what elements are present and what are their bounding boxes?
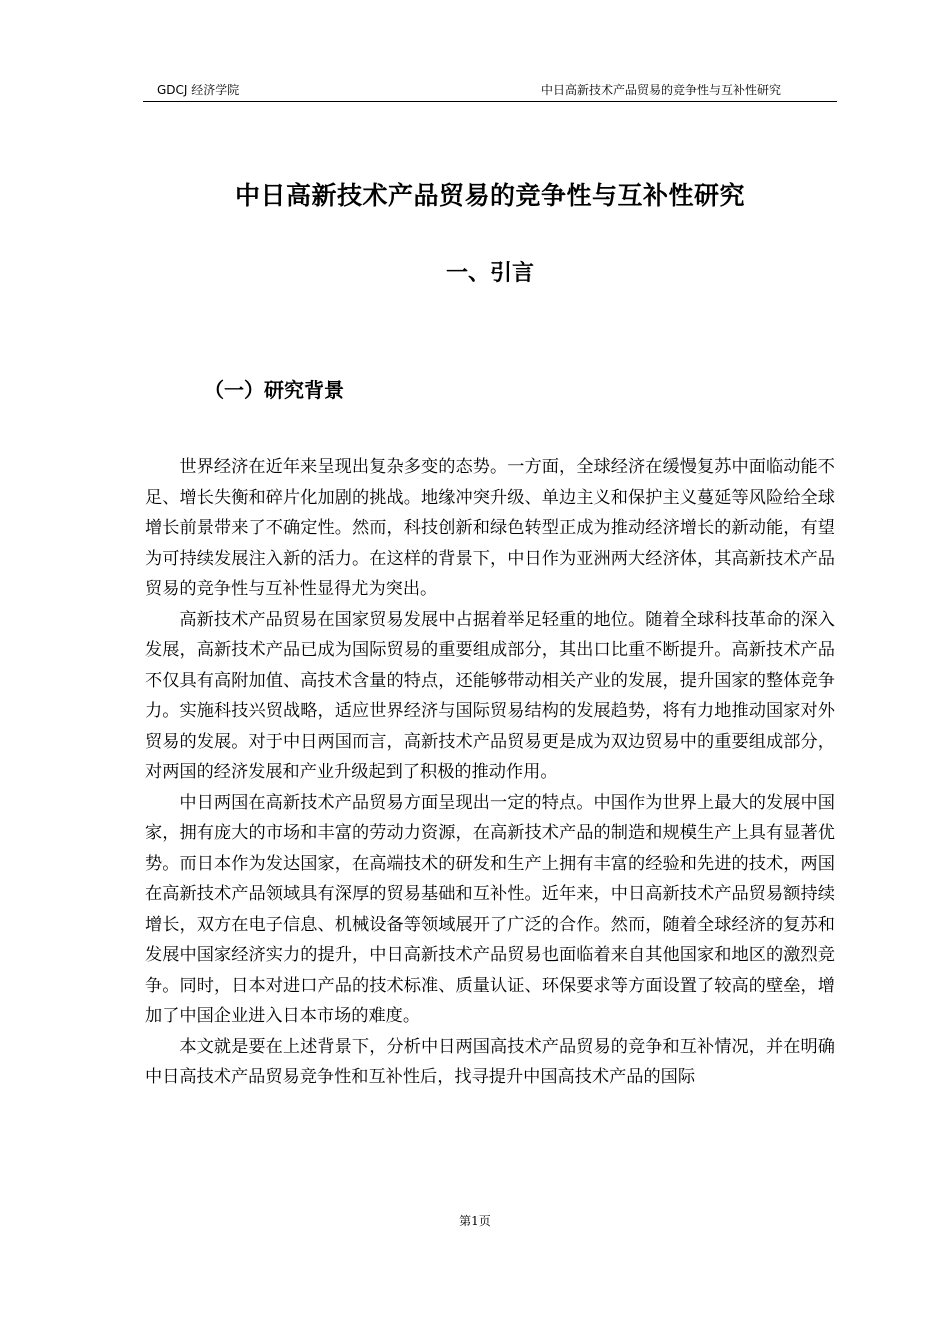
paragraph: 世界经济在近年来呈现出复杂多变的态势。一方面，全球经济在缓慢复苏中面临动能不足、增长失衡和碎片化加剧的挑战。地缘冲突升级、单边主义和保护主义蔓延等风险给全球增长前景带来了不确定性。然而，科技创新和绿色转型正成为推动经济增长的新动能，有望为可持续发展注入新的活力。在这样的背景下，中日作为亚洲两大经济体，其高新技术产品贸易的竞争性与互补性显得尤为突出。 xyxy=(145,457,835,599)
document-title: 中日高新技术产品贸易的竞争性与互补性研究 xyxy=(234,181,745,210)
subsection-heading: （一）研究背景 xyxy=(204,378,344,402)
page-number: 第1页 xyxy=(459,1214,491,1228)
paragraph: 中日两国在高新技术产品贸易方面呈现出一定的特点。中国作为世界上最大的发展中国家，拥有庞大的市场和丰富的劳动力资源，在高新技术产品的制造和规模生产上具有显著优势。而日本作为发达国家，在高端技术的研发和生产上拥有丰富的经验和先进的技术，两国在高新技术产品领域具有深厚的贸易基础和互补性。近年来，中日高新技术产品贸易额持续增长，双方在电子信息、机械设备等领域展开了广泛的合作。然而，随着全球经济的复苏和发展中国家经济实力的提升，中日高新技术产品贸易也面临着来自其他国家和地区的激烈竞争。同时，日本对进口产品的技术标准、质量认证、环保要求等方面设置了较高的壁垒，增加了中国企业进入日本市场的难度。 xyxy=(145,792,835,1026)
header-divider xyxy=(143,101,837,102)
paragraph: 高新技术产品贸易在国家贸易发展中占据着举足轻重的地位。随着全球科技革命的深入发展，高新技术产品已成为国际贸易的重要组成部分，其出口比重不断提升。高新技术产品不仅具有高附加值、高技术含量的特点，还能够带动相关产业的发展，提升国家的整体竞争力。实施科技兴贸战略，适应世界经济与国际贸易结构的发展趋势，将有力地推动国家对外贸易的发展。对于中日两国而言，高新技术产品贸易更是成为双边贸易中的重要组成部分，对两国的经济发展和产业升级起到了积极的推动作用。 xyxy=(145,609,835,782)
page-header xyxy=(143,78,837,102)
section-heading: 一、引言 xyxy=(445,261,534,286)
paragraph: 本文就是要在上述背景下，分析中日两国高技术产品贸易的竞争和互补情况，并在明确中日高技术产品贸易竞争性和互补性后，找寻提升中国高技术产品的国际 xyxy=(145,1036,835,1087)
header-left-text: GDCJ 经济学院 xyxy=(157,83,240,97)
body-text xyxy=(145,452,835,1093)
header-right-text: 中日高新技术产品贸易的竞争性与互补性研究 xyxy=(540,83,781,97)
